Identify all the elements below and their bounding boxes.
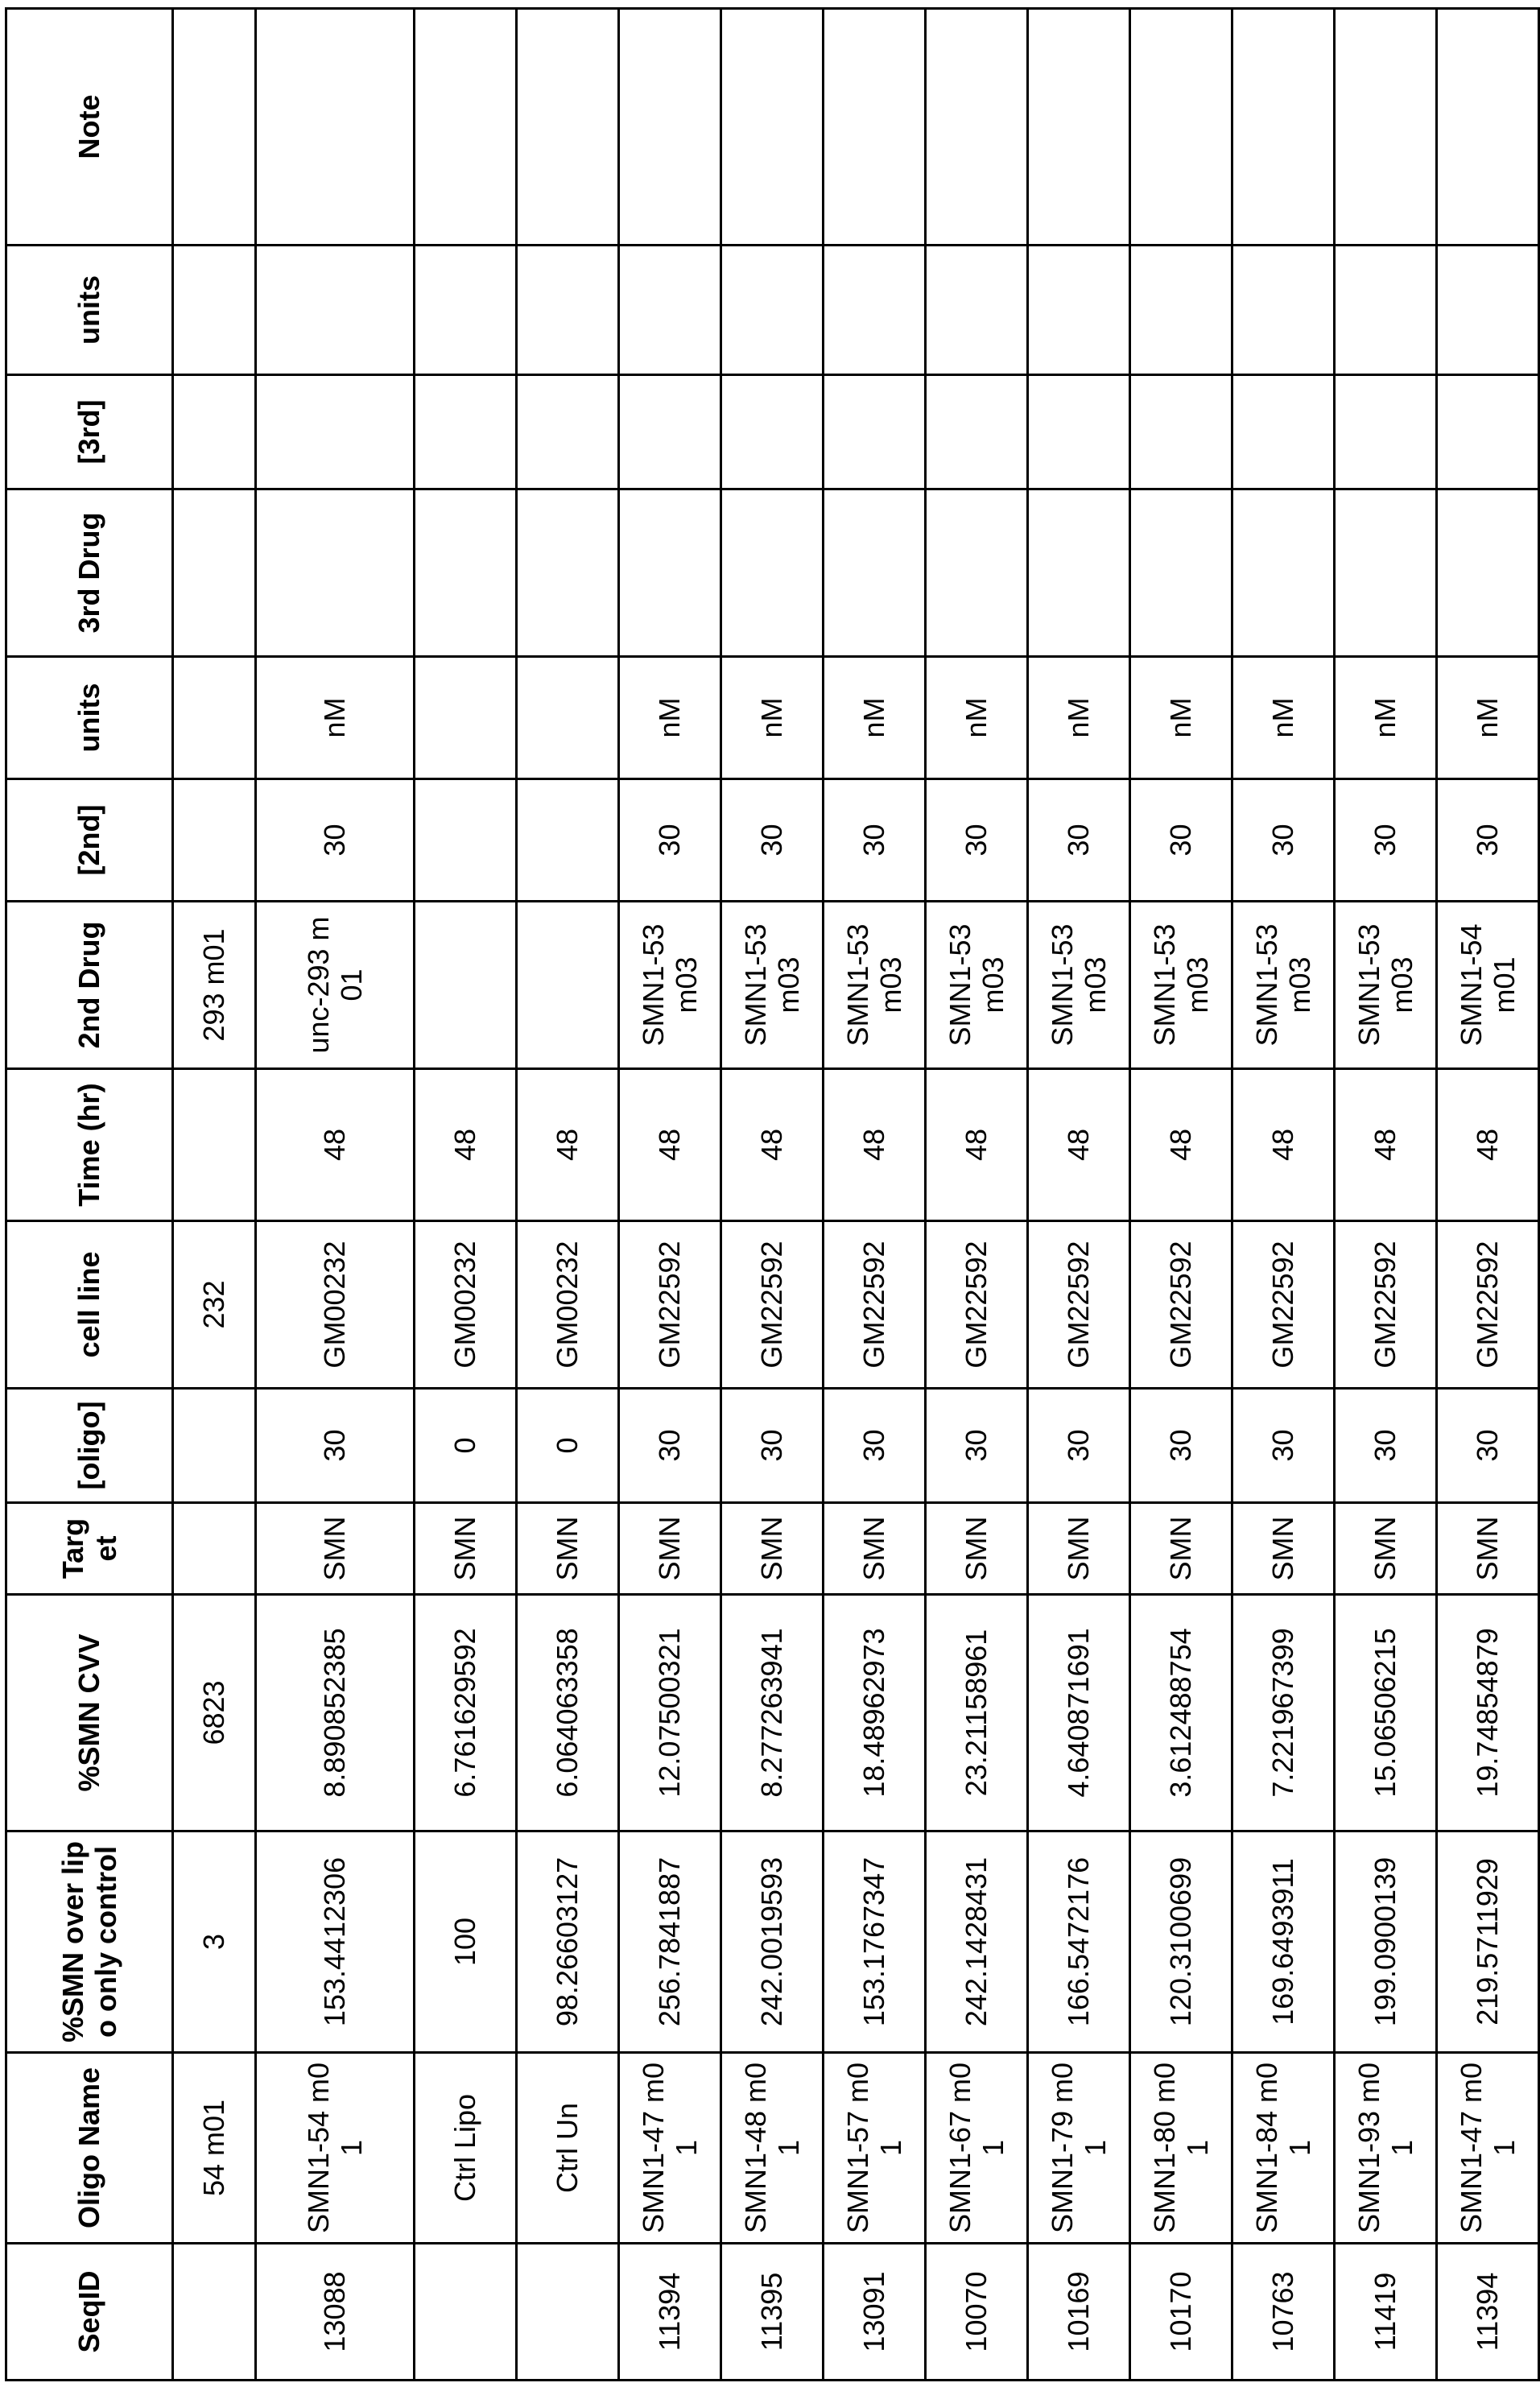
table-cell: 48: [1437, 1069, 1539, 1221]
table-cell: [415, 902, 517, 1069]
table-cell: Ctrl Un: [517, 2053, 619, 2244]
table-cell: [1232, 489, 1335, 657]
table-cell: 18.48962973: [824, 1595, 926, 1831]
table-cell: GM22592: [1232, 1221, 1335, 1389]
column-header: SeqID: [6, 2244, 173, 2381]
table-cell: 30: [1437, 1389, 1539, 1503]
table-row: [173, 9, 256, 2381]
table-cell: SMN1-53 m03: [1232, 902, 1335, 1069]
table-cell: 10763: [1232, 2244, 1335, 2381]
table-cell: 48: [1335, 1069, 1437, 1221]
table-cell: GM22592: [1130, 1221, 1232, 1389]
table-cell: GM00232: [256, 1221, 415, 1389]
table-cell: [173, 1069, 256, 1221]
column-header: 2nd Drug: [6, 902, 173, 1069]
table-cell: GM22592: [1335, 1221, 1437, 1389]
table-row: [415, 9, 517, 2381]
table-cell: 30: [1232, 1389, 1335, 1503]
table-cell: [1232, 375, 1335, 489]
table-cell: [1232, 9, 1335, 246]
table-cell: nM: [926, 657, 1028, 779]
table-cell: 30: [721, 1389, 824, 1503]
table-cell: [721, 489, 824, 657]
table-row: [926, 9, 1028, 2381]
table-cell: 4.640871691: [1028, 1595, 1130, 1831]
table-cell: [173, 9, 256, 246]
table-cell: [1028, 9, 1130, 246]
table-cell: GM22592: [721, 1221, 824, 1389]
table-cell: 232: [173, 1221, 256, 1389]
table-cell: [1028, 375, 1130, 489]
table-cell: 166.5472176: [1028, 1831, 1130, 2053]
table-cell: 242.1428431: [926, 1831, 1028, 2053]
table-cell: [824, 489, 926, 657]
table-row: [1130, 9, 1232, 2381]
table-cell: 30: [1130, 1389, 1232, 1503]
table-cell: [415, 9, 517, 246]
table-cell: 30: [1335, 1389, 1437, 1503]
table-cell: 199.0900139: [1335, 1831, 1437, 2053]
results-table: [5, 7, 1540, 2381]
table-row: [824, 9, 926, 2381]
table-cell: 219.5711929: [1437, 1831, 1539, 2053]
table-cell: GM22592: [1437, 1221, 1539, 1389]
table-row: [1335, 9, 1437, 2381]
table-cell: [926, 489, 1028, 657]
table-cell: [619, 375, 721, 489]
table-cell: 48: [415, 1069, 517, 1221]
column-header: units: [6, 246, 173, 375]
table-cell: nM: [1437, 657, 1539, 779]
table-cell: 30: [1028, 779, 1130, 902]
table-cell: 0: [415, 1389, 517, 1503]
table-cell: [173, 489, 256, 657]
table-cell: SMN1-53 m03: [1028, 902, 1130, 1069]
table-cell: 256.7841887: [619, 1831, 721, 2053]
table-cell: SMN: [1437, 1503, 1539, 1595]
table-cell: [1437, 489, 1539, 657]
table-cell: [721, 375, 824, 489]
table-row: [619, 9, 721, 2381]
table-cell: [1335, 246, 1437, 375]
table-cell: SMN1-53 m03: [926, 902, 1028, 1069]
table-cell: SMN1-53 m03: [619, 902, 721, 1069]
table-cell: nM: [824, 657, 926, 779]
table-cell: SMN1-93 m01: [1335, 2053, 1437, 2244]
table-cell: [1028, 246, 1130, 375]
table-cell: [619, 9, 721, 246]
table-cell: SMN: [926, 1503, 1028, 1595]
table-cell: GM22592: [926, 1221, 1028, 1389]
table-cell: [415, 657, 517, 779]
table-cell: [1232, 246, 1335, 375]
table-cell: [619, 246, 721, 375]
table-cell: 30: [619, 1389, 721, 1503]
table-cell: 11395: [721, 2244, 824, 2381]
table-cell: SMN1-47 m01: [619, 2053, 721, 2244]
table-cell: 54 m01: [173, 2053, 256, 2244]
table-cell: 10170: [1130, 2244, 1232, 2381]
table-cell: SMN1-84 m01: [1232, 2053, 1335, 2244]
table-cell: [1335, 375, 1437, 489]
table-row: [721, 9, 824, 2381]
table-cell: SMN1-53 m03: [1335, 902, 1437, 1069]
table-cell: GM22592: [619, 1221, 721, 1389]
column-header: Note: [6, 9, 173, 246]
table-cell: 48: [824, 1069, 926, 1221]
table-cell: 48: [1232, 1069, 1335, 1221]
table-cell: nM: [256, 657, 415, 779]
table-cell: 48: [517, 1069, 619, 1221]
table-cell: 98.26603127: [517, 1831, 619, 2053]
table-cell: [1437, 246, 1539, 375]
table-cell: nM: [1028, 657, 1130, 779]
table-cell: 19.74854879: [1437, 1595, 1539, 1831]
table-cell: 6823: [173, 1595, 256, 1831]
table-cell: SMN1-47 m01: [1437, 2053, 1539, 2244]
table-cell: nM: [721, 657, 824, 779]
column-header: Oligo Name: [6, 2053, 173, 2244]
table-cell: 3.612488754: [1130, 1595, 1232, 1831]
table-cell: SMN: [721, 1503, 824, 1595]
table-cell: [517, 9, 619, 246]
table-cell: SMN: [1130, 1503, 1232, 1595]
table-cell: GM00232: [415, 1221, 517, 1389]
table-cell: [173, 246, 256, 375]
table-cell: [721, 246, 824, 375]
table-cell: 30: [256, 1389, 415, 1503]
table-cell: 100: [415, 1831, 517, 2053]
table-cell: 8.277263941: [721, 1595, 824, 1831]
table-cell: nM: [1232, 657, 1335, 779]
table-cell: [256, 489, 415, 657]
column-header: [3rd]: [6, 375, 173, 489]
table-cell: SMN1-79 m01: [1028, 2053, 1130, 2244]
table-cell: unc-293 m01: [256, 902, 415, 1069]
table-cell: 12.07500321: [619, 1595, 721, 1831]
column-header: %SMN CVV: [6, 1595, 173, 1831]
rotated-table-page: [0, 0, 1517, 2391]
table-cell: [1028, 489, 1130, 657]
header-row: [6, 9, 173, 2381]
table-cell: [926, 9, 1028, 246]
table-cell: [1437, 375, 1539, 489]
table-cell: [1437, 9, 1539, 246]
table-cell: SMN: [415, 1503, 517, 1595]
table-cell: [1335, 9, 1437, 246]
table-cell: [173, 2244, 256, 2381]
table-cell: SMN1-54 m01: [1437, 902, 1539, 1069]
table-cell: 0: [517, 1389, 619, 1503]
table-cell: 293 m01: [173, 902, 256, 1069]
table-cell: 30: [1130, 779, 1232, 902]
table-cell: [517, 902, 619, 1069]
table-cell: 30: [619, 779, 721, 902]
table-cell: 242.0019593: [721, 1831, 824, 2053]
table-cell: 23.21158961: [926, 1595, 1028, 1831]
column-header: Time (hr): [6, 1069, 173, 1221]
table-cell: [1335, 489, 1437, 657]
table-cell: 13091: [824, 2244, 926, 2381]
table-cell: 48: [619, 1069, 721, 1221]
table-cell: 11419: [1335, 2244, 1437, 2381]
table-row: [1437, 9, 1539, 2381]
table-cell: 169.6493911: [1232, 1831, 1335, 2053]
table-row: [1028, 9, 1130, 2381]
table-cell: [926, 246, 1028, 375]
table-cell: 11394: [619, 2244, 721, 2381]
table-cell: 10169: [1028, 2244, 1130, 2381]
table-cell: 8.890852385: [256, 1595, 415, 1831]
table-cell: Ctrl Lipo: [415, 2053, 517, 2244]
table-cell: 48: [256, 1069, 415, 1221]
table-row: [517, 9, 619, 2381]
table-cell: [1130, 489, 1232, 657]
table-cell: [1130, 9, 1232, 246]
table-cell: 30: [824, 1389, 926, 1503]
table-cell: SMN: [1028, 1503, 1130, 1595]
column-header: 3rd Drug: [6, 489, 173, 657]
table-cell: [517, 779, 619, 902]
table-cell: GM22592: [824, 1221, 926, 1389]
table-cell: [517, 489, 619, 657]
table-cell: SMN1-53 m03: [721, 902, 824, 1069]
table-cell: [926, 375, 1028, 489]
table-cell: [824, 9, 926, 246]
table-cell: 10070: [926, 2244, 1028, 2381]
table-cell: [517, 375, 619, 489]
table-cell: [256, 375, 415, 489]
table-cell: GM00232: [517, 1221, 619, 1389]
table-cell: 153.4412306: [256, 1831, 415, 2053]
table-cell: [517, 657, 619, 779]
table-cell: GM22592: [1028, 1221, 1130, 1389]
table-row: [256, 9, 415, 2381]
column-header: [oligo]: [6, 1389, 173, 1503]
table-cell: 11394: [1437, 2244, 1539, 2381]
table-cell: SMN: [824, 1503, 926, 1595]
table-cell: SMN: [1232, 1503, 1335, 1595]
table-cell: [173, 1503, 256, 1595]
table-cell: nM: [619, 657, 721, 779]
table-cell: SMN: [256, 1503, 415, 1595]
table-cell: [256, 9, 415, 246]
table-cell: [824, 375, 926, 489]
table-cell: 15.06506215: [1335, 1595, 1437, 1831]
table-cell: [721, 9, 824, 246]
table-cell: [415, 489, 517, 657]
table-cell: 48: [1130, 1069, 1232, 1221]
table-cell: SMN1-67 m01: [926, 2053, 1028, 2244]
table-row: [1232, 9, 1335, 2381]
table-cell: 6.761629592: [415, 1595, 517, 1831]
column-header: Target: [6, 1503, 173, 1595]
table-cell: 30: [1335, 779, 1437, 902]
table-cell: SMN1-57 m01: [824, 2053, 926, 2244]
table-cell: 120.3100699: [1130, 1831, 1232, 2053]
table-cell: [619, 489, 721, 657]
table-cell: 30: [1232, 779, 1335, 902]
table-cell: [1130, 246, 1232, 375]
table-cell: [415, 2244, 517, 2381]
table-cell: 13088: [256, 2244, 415, 2381]
table-cell: 3: [173, 1831, 256, 2053]
table-cell: [173, 779, 256, 902]
table-cell: SMN: [1335, 1503, 1437, 1595]
column-header: units: [6, 657, 173, 779]
table-cell: SMN1-53 m03: [824, 902, 926, 1069]
table-cell: 7.221967399: [1232, 1595, 1335, 1831]
table-cell: 48: [1028, 1069, 1130, 1221]
column-header: %SMN over lipo only control: [6, 1831, 173, 2053]
table-cell: nM: [1335, 657, 1437, 779]
table-cell: [173, 1389, 256, 1503]
table-cell: 30: [1028, 1389, 1130, 1503]
table-cell: 30: [824, 779, 926, 902]
table-cell: [415, 779, 517, 902]
table-cell: [824, 246, 926, 375]
table-cell: 30: [721, 779, 824, 902]
table-cell: SMN: [619, 1503, 721, 1595]
column-header: cell line: [6, 1221, 173, 1389]
table-cell: 153.1767347: [824, 1831, 926, 2053]
table-cell: 30: [926, 779, 1028, 902]
table-cell: [1130, 375, 1232, 489]
table-cell: 30: [1437, 779, 1539, 902]
table-cell: [415, 375, 517, 489]
table-cell: [256, 246, 415, 375]
table-cell: [173, 375, 256, 489]
table-cell: SMN1-48 m01: [721, 2053, 824, 2244]
table-cell: 30: [256, 779, 415, 902]
table-cell: SMN1-54 m01: [256, 2053, 415, 2244]
table-cell: SMN1-53 m03: [1130, 902, 1232, 1069]
table-cell: [415, 246, 517, 375]
table-cell: 48: [926, 1069, 1028, 1221]
table-cell: [517, 246, 619, 375]
table-cell: 30: [926, 1389, 1028, 1503]
table-cell: [517, 2244, 619, 2381]
column-header: [2nd]: [6, 779, 173, 902]
table-cell: 48: [721, 1069, 824, 1221]
table-cell: SMN: [517, 1503, 619, 1595]
table-cell: SMN1-80 m01: [1130, 2053, 1232, 2244]
table-cell: [173, 657, 256, 779]
table-cell: 6.064063358: [517, 1595, 619, 1831]
table-cell: nM: [1130, 657, 1232, 779]
